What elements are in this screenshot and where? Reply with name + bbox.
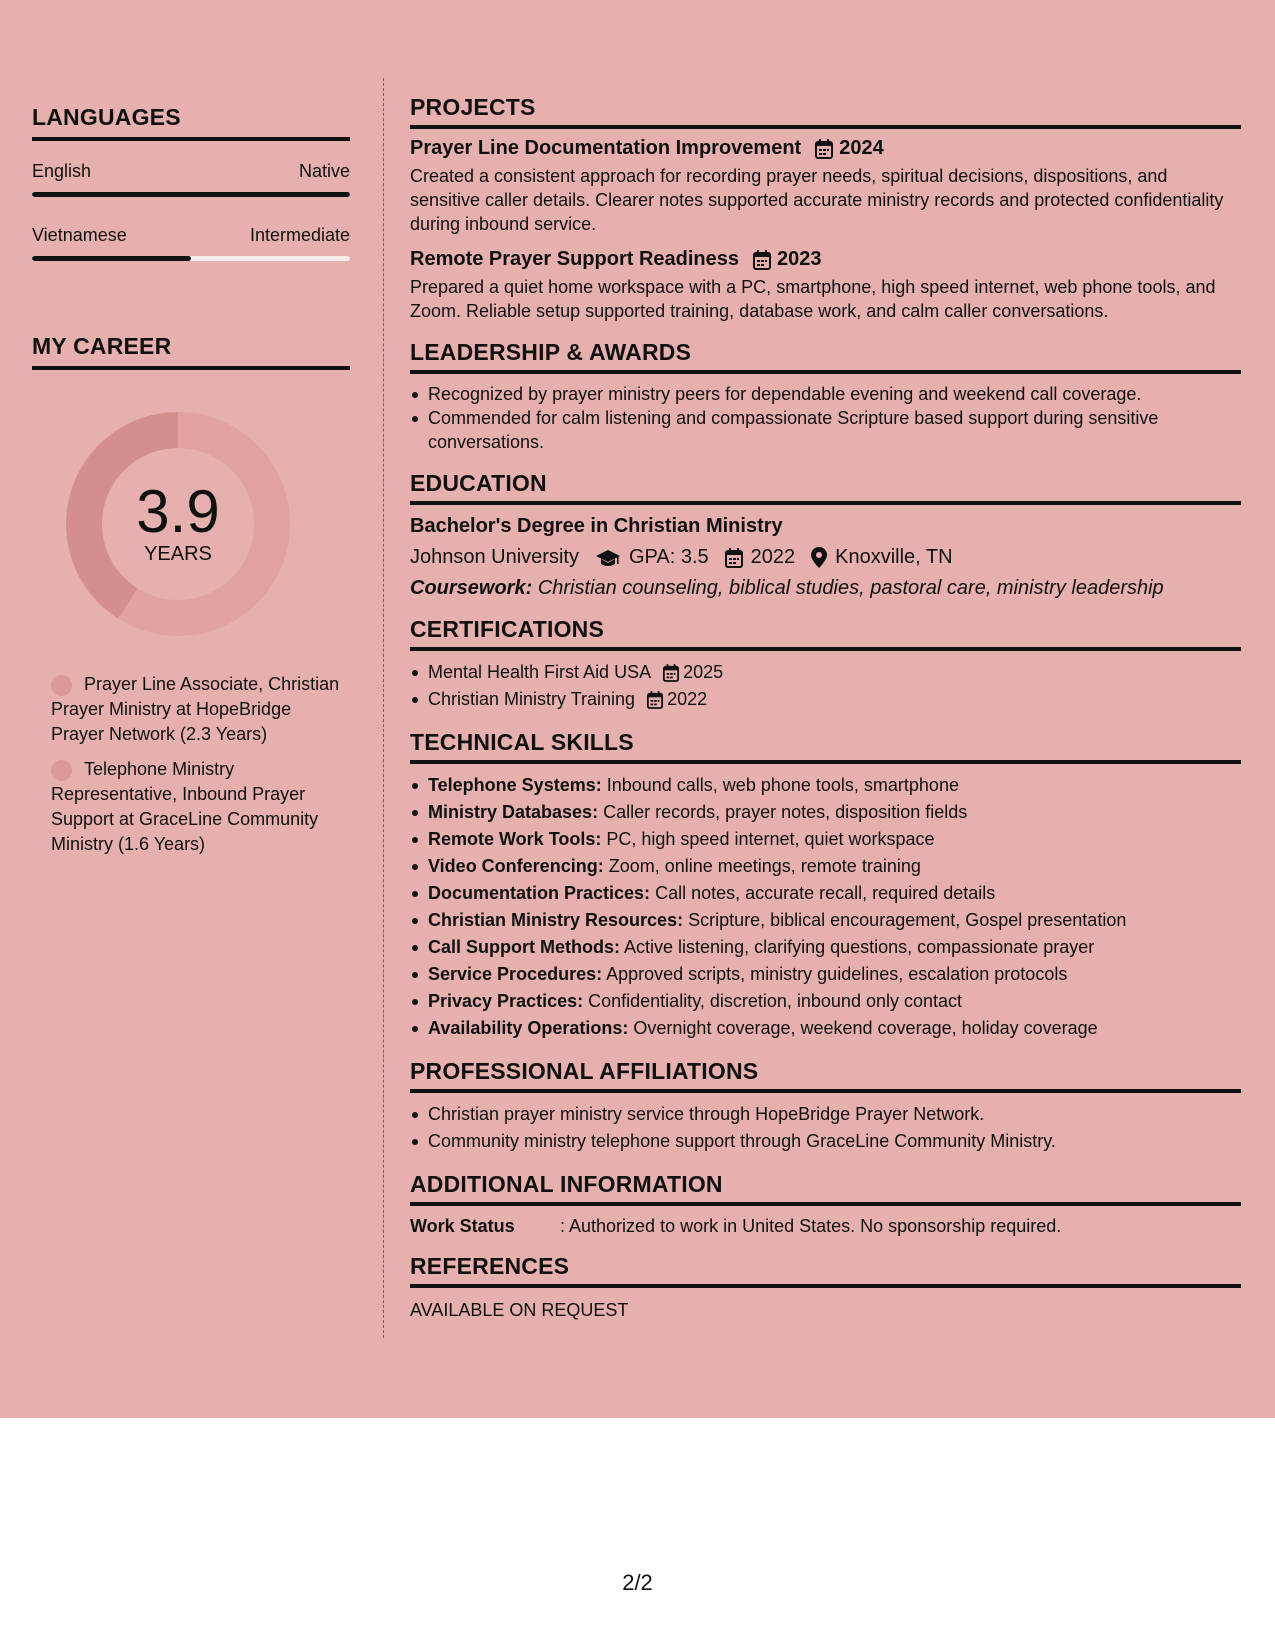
leadership-list — [410, 382, 1241, 454]
languages-heading: LANGUAGES — [32, 104, 350, 141]
affiliations-list — [410, 1101, 1241, 1155]
language-name: English — [32, 161, 92, 181]
career-years-unit: YEARS — [144, 542, 212, 565]
projects-heading: PROJECTS — [410, 94, 1241, 129]
degree-title: Bachelor's Degree in Christian Ministry — [410, 515, 783, 537]
skill-label: Video Conferencing: — [428, 856, 604, 876]
education-details — [410, 546, 1241, 569]
skill-value: Active listening, clarifying questions, compassionate prayer — [624, 937, 1095, 957]
calendar-icon — [725, 548, 743, 568]
certification-year: 2025 — [683, 662, 724, 682]
career-role — [51, 757, 341, 857]
skill-label: Call Support Methods: — [428, 937, 620, 957]
references-text: AVAILABLE ON REQUEST — [410, 1300, 629, 1320]
skill-value: Call notes, accurate recall, required details — [655, 883, 996, 903]
skill-value: Overnight coverage, weekend coverage, holiday coverage — [633, 1018, 1098, 1038]
additional-info-heading: ADDITIONAL INFORMATION — [410, 1171, 1241, 1206]
right-column — [410, 94, 1241, 1321]
calendar-icon — [647, 691, 663, 709]
skill-label: Remote Work Tools: — [428, 829, 602, 849]
project-title: Remote Prayer Support Readiness — [410, 248, 739, 270]
list-item: Commended for calm listening and compassionate Scripture based support during sensitive conversations. — [410, 406, 1241, 454]
career-role-text: Prayer Line Associate, Christian Prayer Ministry at HopeBridge Prayer Network (2.3 Years) — [51, 674, 340, 744]
language-proficiency-bar — [32, 256, 350, 261]
skill-label: Telephone Systems: — [428, 775, 602, 795]
career-role — [51, 672, 341, 747]
list-item: Community ministry telephone support through GraceLine Community Ministry. — [410, 1128, 1241, 1155]
skill-label: Privacy Practices: — [428, 991, 584, 1011]
affiliations-heading: PROFESSIONAL AFFILIATIONS — [410, 1058, 1241, 1093]
skill-label: Documentation Practices: — [428, 883, 651, 903]
map-pin-icon — [811, 547, 827, 568]
career-heading: MY CAREER — [32, 333, 350, 370]
project-year: 2024 — [839, 137, 884, 159]
project-description: Prepared a quiet home workspace with a PC, smartphone, high speed internet, web phone tools, and Zoom. Reliable setup supported training, database work, and calm caller conversations. — [410, 277, 1216, 321]
certifications-heading: CERTIFICATIONS — [410, 616, 1241, 651]
language-level: Native — [298, 161, 350, 181]
skill-label: Availability Operations: — [428, 1018, 629, 1038]
list-item — [410, 659, 1241, 686]
skill-value: Approved scripts, ministry guidelines, escalation protocols — [606, 964, 1068, 984]
certification-name: Christian Ministry Training — [428, 689, 636, 709]
coursework-text: Christian counseling, biblical studies, pastoral care, ministry leadership — [537, 577, 1164, 599]
language-level: Intermediate — [249, 225, 350, 245]
skill-item — [410, 853, 1241, 880]
career-role-dot — [51, 675, 72, 696]
page-number: 2/2 — [622, 1570, 653, 1595]
work-status-label: Work Status — [410, 1216, 515, 1236]
career-role-text: Telephone Ministry Representative, Inbound Prayer Support at GraceLine Community Ministry (1.6 Years) — [51, 759, 319, 854]
project-title: Prayer Line Documentation Improvement — [410, 137, 802, 159]
list-item — [410, 686, 1241, 713]
skill-label: Ministry Databases: — [428, 802, 599, 822]
skill-item — [410, 880, 1241, 907]
project-year: 2023 — [777, 248, 822, 270]
work-status-row — [410, 1216, 1241, 1237]
skill-item — [410, 826, 1241, 853]
calendar-icon — [753, 250, 771, 270]
skill-value: Inbound calls, web phone tools, smartphone — [606, 775, 959, 795]
coursework-label: Coursework: — [410, 577, 533, 599]
language-proficiency-fill — [32, 256, 191, 261]
language-name: Vietnamese — [32, 225, 127, 245]
calendar-icon — [663, 664, 679, 682]
certification-name: Mental Health First Aid USA — [428, 662, 652, 682]
column-divider — [383, 78, 384, 1338]
skill-item — [410, 934, 1241, 961]
certifications-list — [410, 659, 1241, 713]
graduation-cap-icon — [595, 548, 621, 568]
skill-item — [410, 772, 1241, 799]
language-proficiency-fill — [32, 192, 350, 197]
school-name: Johnson University — [410, 546, 579, 568]
skill-item — [410, 907, 1241, 934]
project-title-row — [410, 248, 1241, 271]
project-description: Created a consistent approach for recording prayer needs, spiritual decisions, dispositions, and sensitive caller details. Clearer notes supported accurate ministry records and protected confidentiality during inbound service. — [410, 166, 1224, 234]
skill-value: Confidentiality, discretion, inbound only contact — [588, 991, 963, 1011]
work-status-value: : Authorized to work in United States. No sponsorship required. — [560, 1216, 1062, 1236]
graduation-year: 2022 — [750, 546, 796, 568]
school-location: Knoxville, TN — [835, 546, 953, 568]
career-role-dot — [51, 760, 72, 781]
gpa: GPA: 3.5 — [628, 546, 709, 568]
language-item — [32, 225, 350, 261]
education-heading: EDUCATION — [410, 470, 1241, 505]
language-item — [32, 161, 350, 197]
leadership-heading: LEADERSHIP & AWARDS — [410, 339, 1241, 374]
certification-year: 2022 — [667, 689, 708, 709]
skill-label: Christian Ministry Resources: — [428, 910, 684, 930]
career-total-years: 3.9 — [136, 477, 220, 545]
list-item: Recognized by prayer ministry peers for dependable evening and weekend call coverage. — [410, 382, 1241, 406]
skill-item — [410, 1015, 1241, 1042]
skill-item — [410, 961, 1241, 988]
career-donut-chart — [66, 412, 290, 636]
skill-value: Caller records, prayer notes, disposition fields — [603, 802, 968, 822]
skill-item — [410, 799, 1241, 826]
coursework — [410, 577, 1241, 600]
references-heading: REFERENCES — [410, 1253, 1241, 1288]
list-item: Christian prayer ministry service through HopeBridge Prayer Network. — [410, 1101, 1241, 1128]
skill-value: PC, high speed internet, quiet workspace — [606, 829, 935, 849]
project-title-row — [410, 137, 1241, 160]
skills-list — [410, 772, 1241, 1042]
skill-label: Service Procedures: — [428, 964, 603, 984]
language-proficiency-bar — [32, 192, 350, 197]
skill-value: Scripture, biblical encouragement, Gospel presentation — [688, 910, 1127, 930]
skill-value: Zoom, online meetings, remote training — [608, 856, 921, 876]
skills-heading: TECHNICAL SKILLS — [410, 729, 1241, 764]
left-column — [32, 104, 350, 857]
skill-item — [410, 988, 1241, 1015]
career-list — [51, 672, 341, 857]
calendar-icon — [815, 139, 833, 159]
